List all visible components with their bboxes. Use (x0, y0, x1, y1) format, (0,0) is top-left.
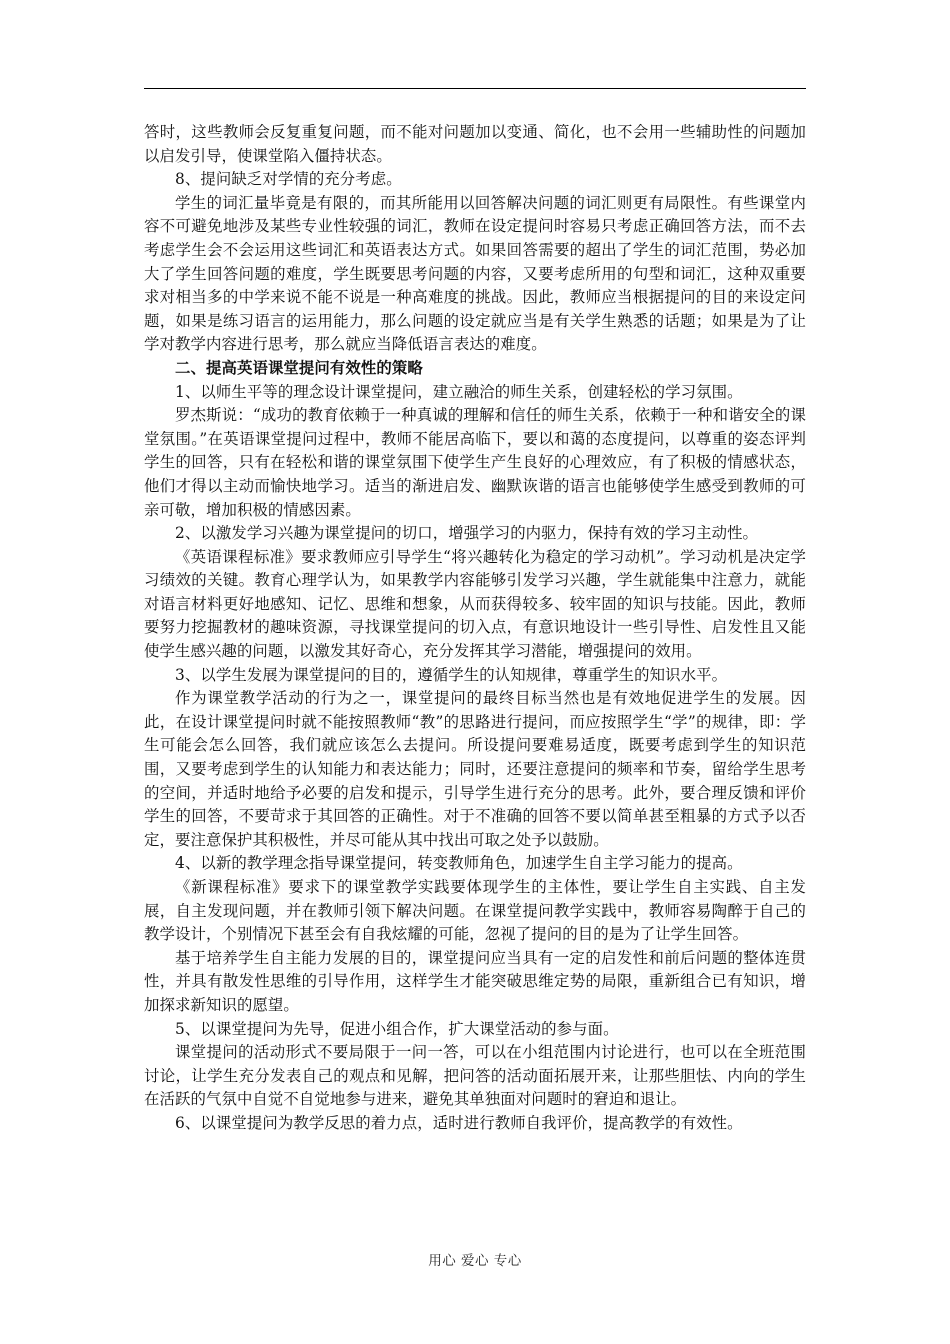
body-paragraph: 5、以课堂提问为先导，促进小组合作，扩大课堂活动的参与面。 (175, 1019, 619, 1038)
section-heading: 二、提高英语课堂提问有效性的策略 (175, 358, 423, 377)
body-paragraph: 4、以新的教学理念指导课堂提问，转变教师角色，加速学生自主学习能力的提高。 (175, 854, 743, 873)
body-paragraph: 基于培养学生自主能力发展的目的，课堂提问应当具有一定的启发性和前后问题的整体连贯性，并具有散发性思维的引导作用，这样学生才能突破思维定势的局限，重新组合已有知识，增加探求新知识的愿望。 (144, 948, 806, 1014)
body-paragraph: 《英语课程标准》要求教师应引导学生“将兴趣转化为稳定的学习动机”。学习动机是决定学习绩效的关键。教育心理学认为，如果教学内容能够引发学习兴趣，学生就能集中注意力，就能对语言材料更好地感知、记忆、思维和想象，从而获得较多、较牢固的知识与技能。因此，教师要努力挖掘教材的趣味资源，寻找课堂提问的切入点，有意识地设计一些引导性、启发性且又能使学生感兴趣的问题，以激发其好奇心，充分发挥其学习潜能，增强提问的效用。 (144, 547, 806, 661)
body-paragraph: 8、提问缺乏对学情的充分考虑。 (175, 170, 402, 189)
body-paragraph: 《新课程标准》要求下的课堂教学实践要体现学生的主体性，要让学生自主实践、自主发展，自主发现问题，并在教师引领下解决问题。在课堂提问教学实践中，教师容易陶醉于自己的教学设计，个别情况下甚至会有自我炫耀的可能，忽视了提问的目的是为了让学生回答。 (144, 878, 806, 944)
body-paragraph: 3、以学生发展为课堂提问的目的，遵循学生的认知规律，尊重学生的知识水平。 (175, 665, 728, 684)
header-rule (144, 88, 806, 89)
body-paragraph: 2、以激发学习兴趣为课堂提问的切口，增强学习的内驱力，保持有效的学习主动性。 (175, 524, 759, 543)
body-paragraph: 1、以师生平等的理念设计课堂提问，建立融洽的师生关系，创建轻松的学习氛围。 (175, 382, 743, 401)
body-paragraph: 课堂提问的活动形式不要局限于一问一答，可以在小组范围内讨论进行，也可以在全班范围讨论，让学生充分发表自己的观点和见解，把问答的活动面拓展开来，让那些胆怯、内向的学生在活跃的气氛中自觉不自觉地参与进来，避免其单独面对问题时的窘迫和退让。 (144, 1043, 806, 1109)
page-footer: 用心 爱心 专心 (428, 1253, 522, 1269)
body-paragraph: 作为课堂教学活动的行为之一，课堂提问的最终目标当然也是有效地促进学生的发展。因此，在设计课堂提问时就不能按照教师“教”的思路进行提问，而应按照学生“学”的规律，即：学生可能会怎么回答，我们就应该怎么去提问。所设提问要难易适度，既要考虑到学生的知识范围，又要考虑到学生的认知能力和表达能力；同时，还要注意提问的频率和节奏，留给学生思考的空间，并适时地给予必要的启发和提示，引导学生进行充分的思考。此外，要合理反馈和评价学生的回答，不要苛求于其回答的正确性。对于不准确的回答不要以简单甚至粗暴的方式予以否定，要注意保护其积极性，并尽可能从其中找出可取之处予以鼓励。 (144, 689, 806, 849)
body-paragraph: 学生的词汇量毕竟是有限的，而其所能用以回答解决问题的词汇则更有局限性。有些课堂内容不可避免地涉及某些专业性较强的词汇，教师在设定提问时容易只考虑正确回答方法，而不去考虑学生会不会运用这些词汇和英语表达方式。如果回答需要的超出了学生的词汇范围，势必加大了学生回答问题的难度，学生既要思考问题的内容，又要考虑所用的句型和词汇，这种双重要求对相当多的中学来说不能不说是一种高难度的挑战。因此，教师应当根据提问的目的来设定问题，如果是练习语言的运用能力，那么问题的设定就应当是有关学生熟悉的话题；如果是为了让学对教学内容进行思考，那么就应当降低语言表达的难度。 (144, 193, 806, 354)
body-paragraph: 罗杰斯说：“成功的教育依赖于一种真诚的理解和信任的师生关系，依赖于一种和谐安全的课堂氛围。”在英语课堂提问过程中，教师不能居高临下，要以和蔼的态度提问，以尊重的姿态评判学生的回答，只有在轻松和谐的课堂氛围下使学生产生良好的心理效应，有了积极的情感状态，他们才得以主动而愉快地学习。适当的渐进启发、幽默诙谐的语言也能够使学生感受到教师的可亲可敬，增加积极的情感因素。 (144, 406, 806, 519)
body-paragraph: 6、以课堂提问为教学反思的着力点，适时进行教师自我评价，提高教学的有效性。 (175, 1113, 743, 1132)
body-paragraph: 答时，这些教师会反复重复问题，而不能对问题加以变通、简化，也不会用一些辅助性的问题加以启发引导，使课堂陷入僵持状态。 (144, 123, 806, 165)
document-body (144, 121, 806, 1136)
